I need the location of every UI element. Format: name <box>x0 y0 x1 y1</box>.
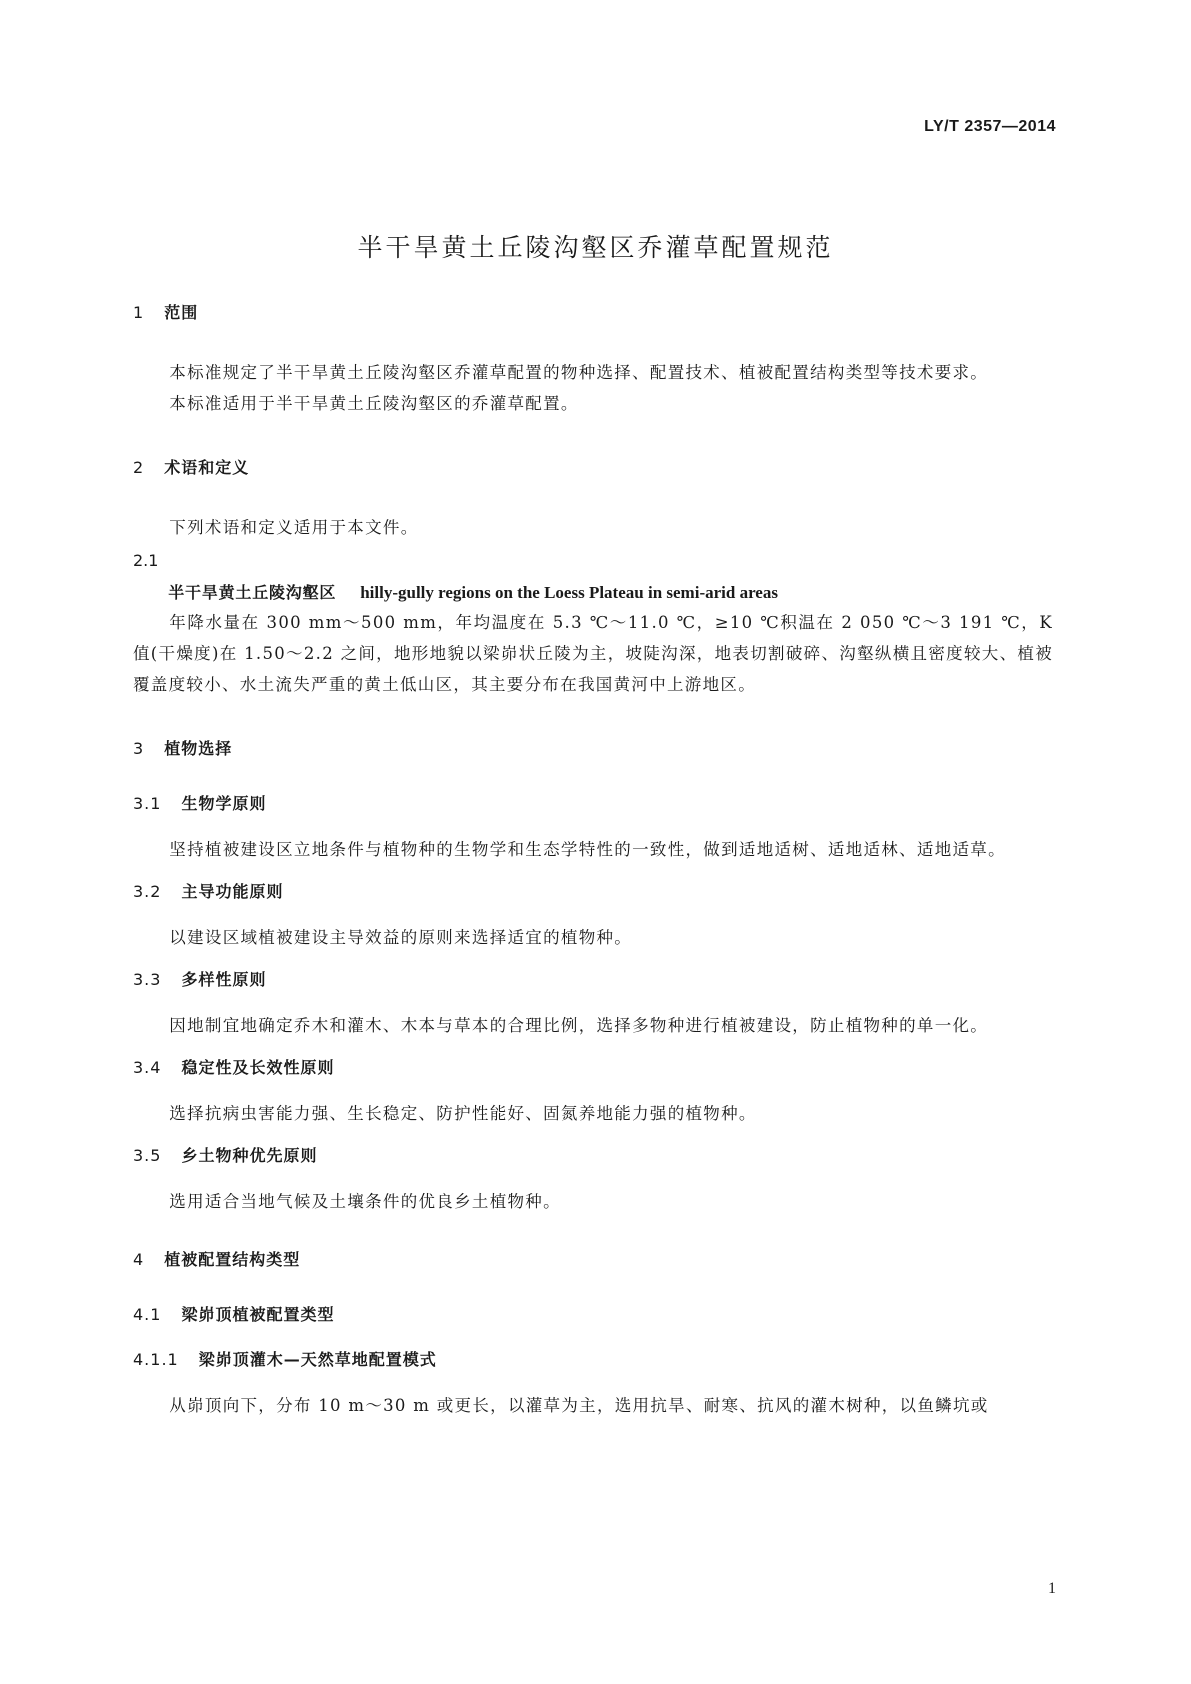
section-number: 3 <box>133 739 145 758</box>
subsection-4-1-heading <box>133 1302 1053 1325</box>
section-number: 2 <box>133 458 145 477</box>
subsection-title: 主导功能原则 <box>181 882 284 901</box>
page-number: 1 <box>1048 1580 1056 1597</box>
subsection-4-1-1-heading <box>133 1347 1053 1370</box>
subsection-number: 3.2 <box>133 882 162 901</box>
paragraph: 以建设区域植被建设主导效益的原则来选择适宜的植物种。 <box>169 928 633 947</box>
subsection-number: 4.1 <box>133 1305 162 1324</box>
section-title: 植物选择 <box>164 739 233 758</box>
subsection-number: 3.1 <box>133 794 162 813</box>
document-code: LY/T 2357—2014 <box>924 118 1056 135</box>
subsection-3-3-heading <box>133 967 1053 990</box>
paragraph: 从峁顶向下，分布 10 m～30 m 或更长，以灌草为主，选用抗旱、耐寒、抗风的灌木树种，以鱼鳞坑或 <box>169 1396 989 1415</box>
paragraph: 选择抗病虫害能力强、生长稳定、防护性能好、固氮养地能力强的植物种。 <box>169 1104 757 1123</box>
term-number: 2.1 <box>133 551 159 570</box>
section-number: 4 <box>133 1250 145 1269</box>
section-number: 1 <box>133 303 145 322</box>
subsection-3-4-heading <box>133 1055 1053 1078</box>
subsection-title: 稳定性及长效性原则 <box>181 1058 335 1077</box>
subsection-number: 3.3 <box>133 970 162 989</box>
section-title: 术语和定义 <box>164 458 250 477</box>
paragraph: 本标准适用于半干旱黄土丘陵沟壑区的乔灌草配置。 <box>169 394 579 413</box>
page-title: 半干旱黄土丘陵沟壑区乔灌草配置规范 <box>357 233 834 262</box>
subsection-title: 梁峁顶灌木—天然草地配置模式 <box>198 1350 437 1369</box>
section-4-heading <box>133 1247 1053 1270</box>
subsection-title: 梁峁顶植被配置类型 <box>181 1305 335 1324</box>
term-entry <box>133 580 1053 603</box>
section-2-heading <box>133 455 1053 478</box>
term-definition: 年降水量在 300 mm～500 mm，年均温度在 5.3 ℃～11.0 ℃，≥10 ℃积温在 2 050 ℃～3 191 ℃，K 值(干燥度)在 1.50～2.2 之间，地形地貌以梁峁状丘陵为主，坡陡沟深，地表切割破碎、沟壑纵横且密度较大、植被覆盖度较小、水土流失严重的黄土低山区，其主要分布在我国黄河中上游地区。 <box>133 613 1053 694</box>
term-chinese: 半干旱黄土丘陵沟壑区 <box>168 583 337 602</box>
term-english: hilly-gully regions on the Loess Plateau in semi-arid areas <box>360 583 778 602</box>
paragraph: 坚持植被建设区立地条件与植物种的生物学和生态学特性的一致性，做到适地适树、适地适林、适地适草。 <box>169 840 1006 859</box>
document-body <box>133 300 1053 1421</box>
subsection-3-2-heading <box>133 879 1053 902</box>
subsection-3-5-heading <box>133 1143 1053 1166</box>
paragraph: 选用适合当地气候及土壤条件的优良乡土植物种。 <box>169 1192 561 1211</box>
subsection-title: 生物学原则 <box>181 794 267 813</box>
subsection-title: 乡土物种优先原则 <box>181 1146 318 1165</box>
subsection-number: 4.1.1 <box>133 1350 179 1369</box>
paragraph: 本标准规定了半干旱黄土丘陵沟壑区乔灌草配置的物种选择、配置技术、植被配置结构类型等技术要求。 <box>169 363 989 382</box>
section-title: 植被配置结构类型 <box>164 1250 301 1269</box>
subsection-title: 多样性原则 <box>181 970 267 989</box>
section-1-heading <box>133 300 1053 323</box>
section-3-heading <box>133 736 1053 759</box>
section-title: 范围 <box>164 303 199 322</box>
subsection-number: 3.4 <box>133 1058 162 1077</box>
paragraph: 因地制宜地确定乔木和灌木、木本与草本的合理比例，选择多物种进行植被建设，防止植物种的单一化。 <box>169 1016 989 1035</box>
subsection-number: 3.5 <box>133 1146 162 1165</box>
subsection-3-1-heading <box>133 791 1053 814</box>
paragraph: 下列术语和定义适用于本文件。 <box>169 518 419 537</box>
